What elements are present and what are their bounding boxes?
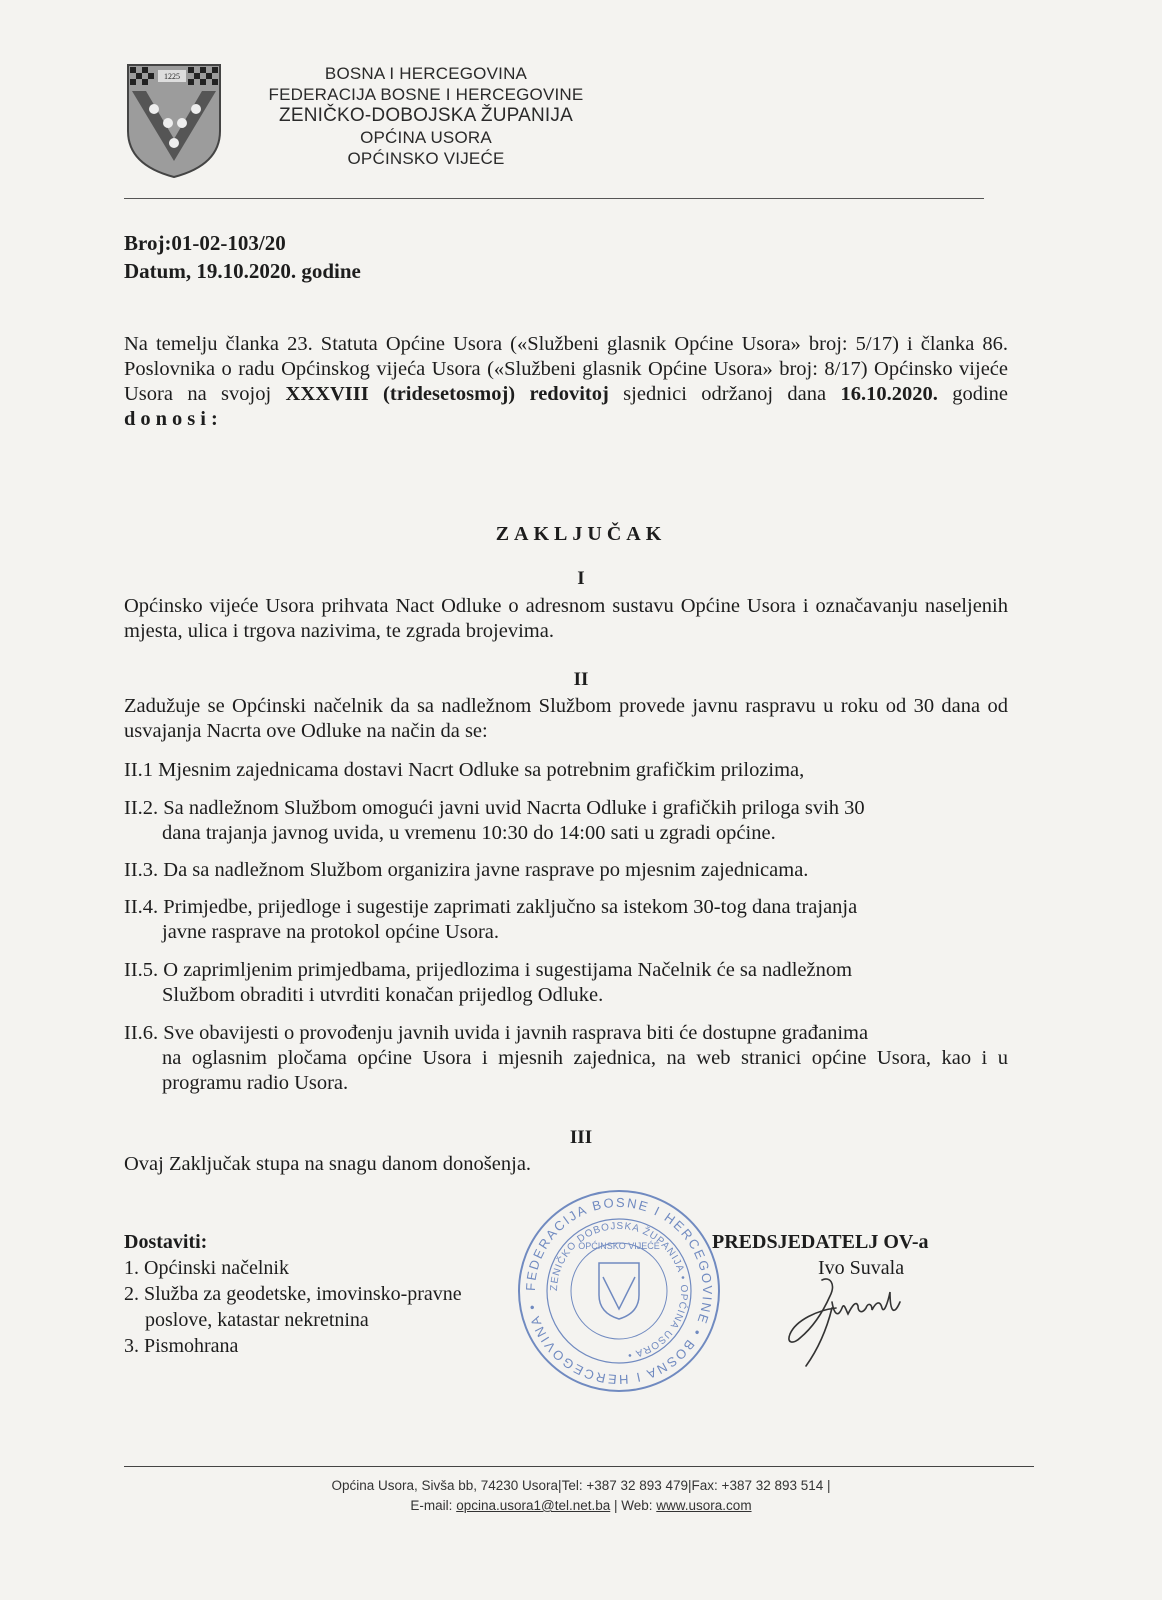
footer-contact [0,1476,1162,1516]
footer-address: Općina Usora, Sivša bb, 74230 Usora|Tel: +387 32 893 479|Fax: +387 32 893 514 | [331,1478,831,1493]
official-stamp [513,1185,725,1397]
stamp-outer-text: FEDERACIJA BOSNE I HERCEGOVINE • BOSNA I HERCEGOVINA • [522,1194,716,1388]
section-2-text: Zadužuje se Općinski načelnik da sa nadležnom Službom provede javnu raspravu u roku od 30 dana od usvajanja Nacrta ove Odluke na način da se: [124,695,1008,742]
list-item-number: II.1 [124,759,154,781]
distribution-list [124,1229,462,1359]
letterhead-country: BOSNA I HERCEGOVINA [324,64,528,83]
footer-web-link[interactable]: www.usora.com [656,1498,752,1513]
list-item-continuation: Službom obraditi i utvrditi konačan prijedlog Odluke. [162,984,604,1006]
section-1-text: Općinsko vijeće Usora prihvata Nact Odluke o adresnom sustavu Općine Usora i označavanju naseljenih mjesta, ulica i trgova nazivima, te zgrada brojevima. [124,595,1008,642]
list-item-continuation: dana trajanja javnog uvida, u vremenu 10:30 do 14:00 sati u zgradi općine. [162,822,776,844]
list-item-text: Sve obavijesti o provođenju javnih uvida i javnih rasprava biti će dostupne građanima [158,1022,869,1044]
distribution-item-continuation: poslove, katastar nekretnina [145,1309,369,1331]
footer-links [0,1496,1162,1516]
list-item-number: II.2. [124,797,159,819]
list-item-text: Sa nadležnom Službom omogući javni uvid Nacrta Odluke i grafičkih priloga svih 30 [158,797,865,819]
footer-divider [124,1466,1034,1467]
list-item-continuation: javne rasprave na protokol općine Usora. [162,921,499,943]
list-item-text: Da sa nadležnom Službom organizira javne rasprave po mjesnim zajednicama. [158,859,809,881]
intro-text-1: Na temelju članka 23. Statuta Općine Usora («Službeni glasnik Općine Usora» broj: 5/17) i članka 86. Poslovnika o radu Općinskog vijeća Usora («Službeni glasnik Općine Usora» broj: 8/17) Općinsko vijeće Usora na svojoj [124,333,1008,405]
letterhead-council: OPĆINSKO VIJEĆE [347,149,505,168]
intro-session-date: 16.10.2020. [840,383,938,405]
intro-paragraph [124,332,1008,432]
handwritten-signature [772,1262,942,1372]
footer-email-link[interactable]: opcina.usora1@tel.net.ba [456,1498,611,1513]
distribution-item: 3. Pismohrana [124,1335,239,1357]
intro-text-3: godine [937,383,1009,405]
list-item-number: II.5. [124,959,159,981]
section-3-text: Ovaj Zaključak stupa na snagu danom donošenja. [124,1153,532,1175]
list-item-number: II.4. [124,896,159,918]
intro-verb: donosi: [124,408,223,430]
list-item-text: Mjesnim zajednicama dostavi Nacrt Odluke sa potrebnim grafičkim prilozima, [153,759,805,781]
distribution-heading: Dostaviti: [124,1231,208,1253]
footer-email-label: E-mail: [410,1498,457,1513]
list-item [124,796,1008,846]
distribution-item: 1. Općinski načelnik [124,1257,289,1279]
letterhead-canton: ZENIČKO-DOBOJSKA ŽUPANIJA [279,105,573,126]
list-item-continuation: na oglasnim pločama općine Usora i mjesnih zajednica, na web stranici općine Usora, kao i u programu radio Usora. [162,1047,1008,1094]
letterhead [246,63,606,169]
letterhead-municipality: OPĆINA USORA [360,128,492,147]
list-item-number: II.6. [124,1022,159,1044]
crest-year: 1225 [164,72,180,81]
section-3-heading: III [569,1127,593,1148]
list-item-text: O zaprimljenim primjedbama, prijedlozima i sugestijama Načelnik će sa nadležnom [158,959,853,981]
list-item [124,758,1008,783]
intro-text-2: sjednici održanoj dana [608,383,841,405]
list-item [124,895,1008,945]
reference-date: Datum, 19.10.2020. godine [124,259,361,283]
stamp-center-text: OPĆINSKO VIJEĆE [578,1241,660,1251]
signatory-name: Ivo Suvala [818,1257,905,1279]
list-item-text: Primjedbe, prijedloge i sugestije zaprimati zaključno sa istekom 30-tog dana trajanja [158,896,858,918]
reference-block [124,229,361,285]
intro-session: XXXVIII (tridesetosmoj) redovitoj [285,383,609,405]
list-item-number: II.3. [124,859,159,881]
list-item [124,858,1008,883]
list-item [124,958,1008,1008]
footer-web-label: | Web: [610,1498,657,1513]
document-title: ZAKLJUČAK [495,523,667,545]
distribution-item: 2. Služba za geodetske, imovinsko-pravne [124,1283,462,1305]
reference-number: Broj:01-02-103/20 [124,231,286,255]
section-2-heading: II [573,669,589,690]
header-divider [124,198,984,199]
stamp-inner-text: ZENIČKO DOBOJSKA ŽUPANIJA • OPĆINA USORA • [548,1220,690,1361]
municipality-crest-icon [124,61,224,179]
letterhead-federation: FEDERACIJA BOSNE I HERCEGOVINE [268,85,584,104]
section-1-heading: I [577,568,585,589]
list-item [124,1021,1008,1096]
signatory-title: PREDSJEDATELJ OV-a [712,1231,929,1253]
